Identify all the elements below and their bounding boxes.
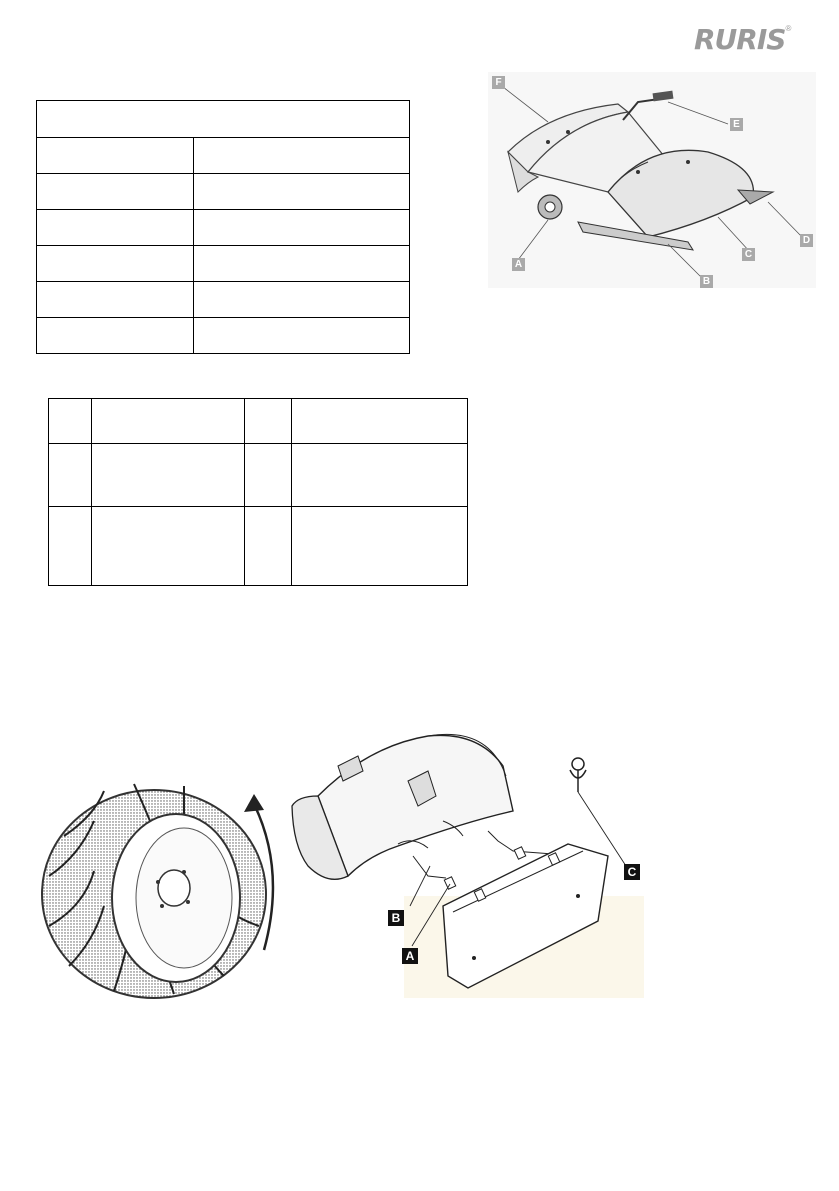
label-c: C [742,248,755,261]
label-f: F [492,76,505,89]
registered-mark: ® [785,24,792,33]
part-key-cell [49,399,92,444]
label-a: A [402,948,418,964]
spec-table-row [37,246,410,282]
spec-table-row [37,318,410,354]
parts-table-row [49,507,468,586]
spec-value-cell [194,282,410,318]
tiller-hood-drawing [488,72,816,288]
part-key-cell [245,507,292,586]
spec-value-cell [194,318,410,354]
spec-table [36,100,410,354]
part-name-cell [92,507,245,586]
hood-assembly-drawing [288,726,644,998]
part-name-cell [292,444,468,507]
label-d: D [800,234,813,247]
spec-table-row [37,282,410,318]
spec-value-cell [194,210,410,246]
logo-text: RURIS [694,23,786,56]
spec-label-cell [37,174,194,210]
label-b: B [388,910,404,926]
parts-table-row [49,399,468,444]
part-key-cell [245,444,292,507]
part-key-cell [49,444,92,507]
part-key-cell [245,399,292,444]
part-name-cell [92,444,245,507]
spec-value-cell [194,246,410,282]
spec-label-cell [37,210,194,246]
spec-table-header-row [37,101,410,138]
label-e: E [730,118,743,131]
spec-label-cell [37,246,194,282]
spec-label-cell [37,138,194,174]
part-name-cell [292,507,468,586]
label-c: C [624,864,640,880]
parts-legend-table [48,398,468,586]
rotation-arrow-icon [236,790,290,960]
spec-value-cell [194,174,410,210]
spec-table-row [37,210,410,246]
spec-table-header-cell [37,101,410,138]
label-a: A [512,258,525,271]
spec-label-cell [37,282,194,318]
tiller-hood-figure [488,72,816,288]
spec-label-cell [37,318,194,354]
part-key-cell [49,507,92,586]
spec-table-row [37,138,410,174]
spec-table-row [37,174,410,210]
brand-logo [694,24,814,56]
hood-assembly-figure [288,726,644,998]
spec-value-cell [194,138,410,174]
part-name-cell [292,399,468,444]
label-b: B [700,275,713,288]
parts-table-row [49,444,468,507]
part-name-cell [92,399,245,444]
